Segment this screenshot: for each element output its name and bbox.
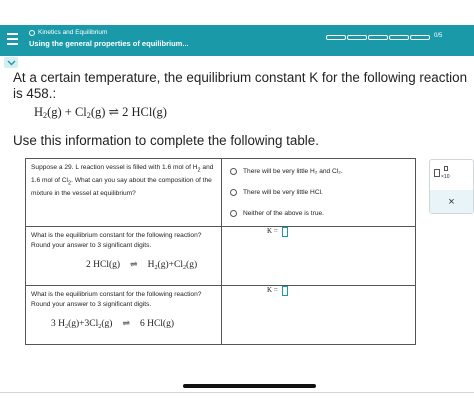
menu-icon[interactable] xyxy=(3,28,21,50)
answer-tools-panel xyxy=(429,159,474,214)
table-row xyxy=(26,227,416,286)
reverse-k-prompt: What is the equilibrium constant for the following reaction? Round your answer to 3 significant digits. 2 HCl(g) ⇌ $H_2(g)+Cl_2(g)$ xyxy=(26,227,222,286)
clear-button[interactable] xyxy=(430,190,473,213)
progress-segment xyxy=(389,35,409,40)
main-reaction-equation: $H_2(g) + Cl_2(g)$ ⇌ 2 HCl(g) xyxy=(34,105,167,120)
instruction-text: Use this information to complete the following table. xyxy=(13,133,319,148)
header-bar xyxy=(0,25,474,56)
progress-segment xyxy=(326,35,346,40)
topic-title: Kinetics and Equilibrium xyxy=(38,29,108,36)
mantissa-box-icon xyxy=(434,169,440,177)
chevron-down-icon xyxy=(7,60,16,66)
question-text-line2: is 458.: xyxy=(13,86,57,101)
composition-options xyxy=(222,159,416,227)
k-answer-input[interactable] xyxy=(282,286,288,296)
radio-button[interactable] xyxy=(230,210,237,217)
home-indicator[interactable] xyxy=(183,384,316,388)
composition-prompt: Suppose a 29. L reaction vessel is filled with 1.6 mol of $H_2$ and 1.6 mol of $Cl_2$. What can you say about the composition of the mixture in the vessel at equilibrium? xyxy=(26,159,222,227)
table-row xyxy=(26,286,416,345)
table-row xyxy=(26,159,416,227)
progress-bar xyxy=(326,35,430,40)
topic-row xyxy=(29,29,107,36)
scientific-notation-button[interactable]: ×10 xyxy=(434,166,452,182)
scaled-k-prompt: What is the equilibrium constant for the following reaction? Round your answer to 3 significant digits. 3 $H_2(g)+3Cl_2(g)$ ⇌ 6 HCl(g) xyxy=(26,286,222,345)
option-little-hcl[interactable]: There will be very little HCl. xyxy=(222,182,415,203)
option-little-h2-cl2[interactable]: There will be very little H₂ and Cl₂. xyxy=(222,161,415,182)
question-text-line1: At a certain temperature, the equilibrium constant K for the following reaction xyxy=(13,70,468,85)
assignment-title: Using the general properties of equilibrium... xyxy=(29,39,189,48)
scaled-k-answer: K = xyxy=(222,286,416,345)
progress-segment xyxy=(347,35,367,40)
collapse-button[interactable] xyxy=(4,57,18,68)
option-neither[interactable]: Neither of the above is true. xyxy=(222,203,415,224)
reverse-k-answer: K = xyxy=(222,227,416,286)
question-table xyxy=(25,158,416,345)
bottom-divider xyxy=(0,392,474,393)
reverse-reaction-equation: 2 HCl(g) ⇌ $H_2(g)+Cl_2(g)$ xyxy=(86,259,198,271)
k-answer-input[interactable] xyxy=(282,227,288,237)
radio-button[interactable] xyxy=(230,168,237,175)
topic-status-icon xyxy=(29,30,35,36)
radio-button[interactable] xyxy=(230,189,237,196)
progress-count: 0/5 xyxy=(434,33,443,39)
progress-segment xyxy=(368,35,388,40)
close-icon: × xyxy=(448,195,455,208)
progress-segment xyxy=(410,35,430,40)
scaled-reaction-equation: 3 $H_2(g)+3Cl_2(g)$ ⇌ 6 HCl(g) xyxy=(51,318,174,330)
exponent-box-icon xyxy=(444,166,448,171)
